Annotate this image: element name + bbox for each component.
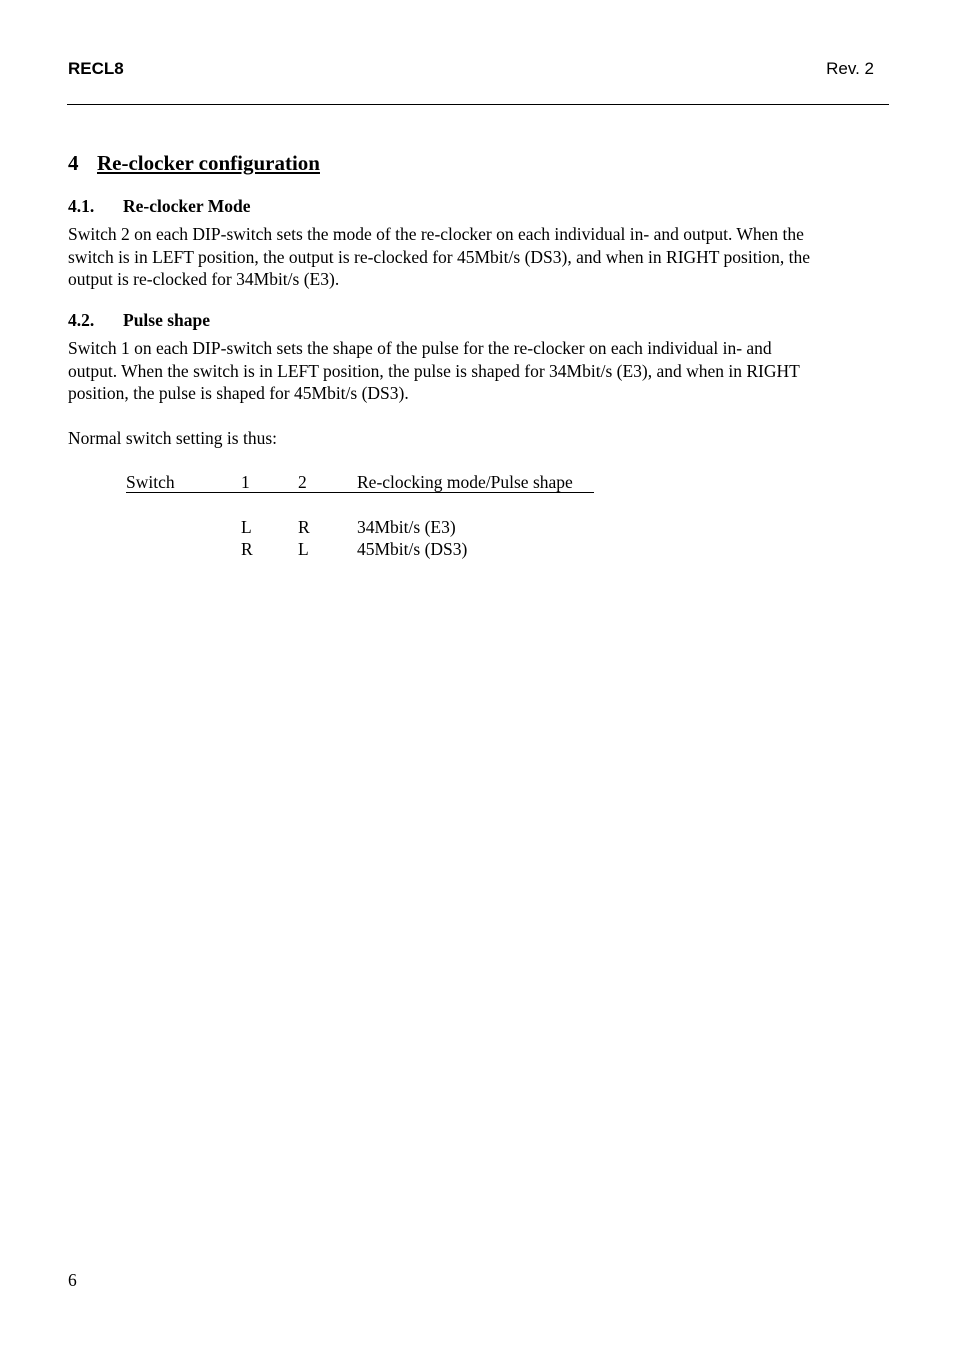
paragraph-line: Switch 1 on each DIP-switch sets the shape of the pulse for the re-clocker on each individual in- and xyxy=(68,338,772,358)
table-header-switch-2: 2 xyxy=(298,472,307,492)
paragraph-line: Normal switch setting is thus: xyxy=(68,428,278,448)
normal-setting-intro xyxy=(68,427,890,450)
subsection-title: Pulse shape xyxy=(123,310,211,330)
paragraph-line: switch is in LEFT position, the output is re-clocked for 45Mbit/s (DS3), and when in RIGHT position, the xyxy=(68,246,811,267)
table-header-underline xyxy=(126,492,594,493)
section-title: Re-clocker configuration xyxy=(97,151,320,175)
subsection-number: 4.1. xyxy=(68,196,95,216)
table-cell-switch-1: R xyxy=(241,539,253,559)
table-cell-switch-2: L xyxy=(298,539,309,559)
paragraph-line: output is re-clocked for 34Mbit/s (E3). xyxy=(68,269,340,289)
table-cell-switch-2: R xyxy=(298,517,310,537)
paragraph-line: position, the pulse is shaped for 45Mbit/s (DS3). xyxy=(68,383,409,403)
subsection-heading-reclocker-mode xyxy=(68,196,250,217)
table-header-switch-1: 1 xyxy=(241,472,250,492)
header-divider xyxy=(67,104,889,105)
subsection-title: Re-clocker Mode xyxy=(123,196,251,216)
table-cell-mode: 34Mbit/s (E3) xyxy=(357,517,456,537)
paragraph-line: Switch 2 on each DIP-switch sets the mode of the re-clocker on each individual in- and output. When the xyxy=(68,224,804,244)
page-number: 6 xyxy=(68,1270,77,1290)
table-cell-mode: 45Mbit/s (DS3) xyxy=(357,539,468,559)
revision-label: Rev. 2 xyxy=(826,59,874,78)
subsection-number: 4.2. xyxy=(68,310,95,330)
table-header-switch: Switch xyxy=(126,472,175,492)
paragraph-pulse-shape xyxy=(68,337,890,405)
subsection-heading-pulse-shape xyxy=(68,310,210,331)
table-header-mode: Re-clocking mode/Pulse shape xyxy=(357,472,573,492)
paragraph-line: output. When the switch is in LEFT position, the pulse is shaped for 34Mbit/s (E3), and when in RIGHT xyxy=(68,360,800,381)
section-heading xyxy=(68,151,320,176)
section-number: 4 xyxy=(68,151,79,175)
document-id: RECL8 xyxy=(68,59,124,78)
table-cell-switch-1: L xyxy=(241,517,252,537)
paragraph-reclocker-mode xyxy=(68,223,890,291)
